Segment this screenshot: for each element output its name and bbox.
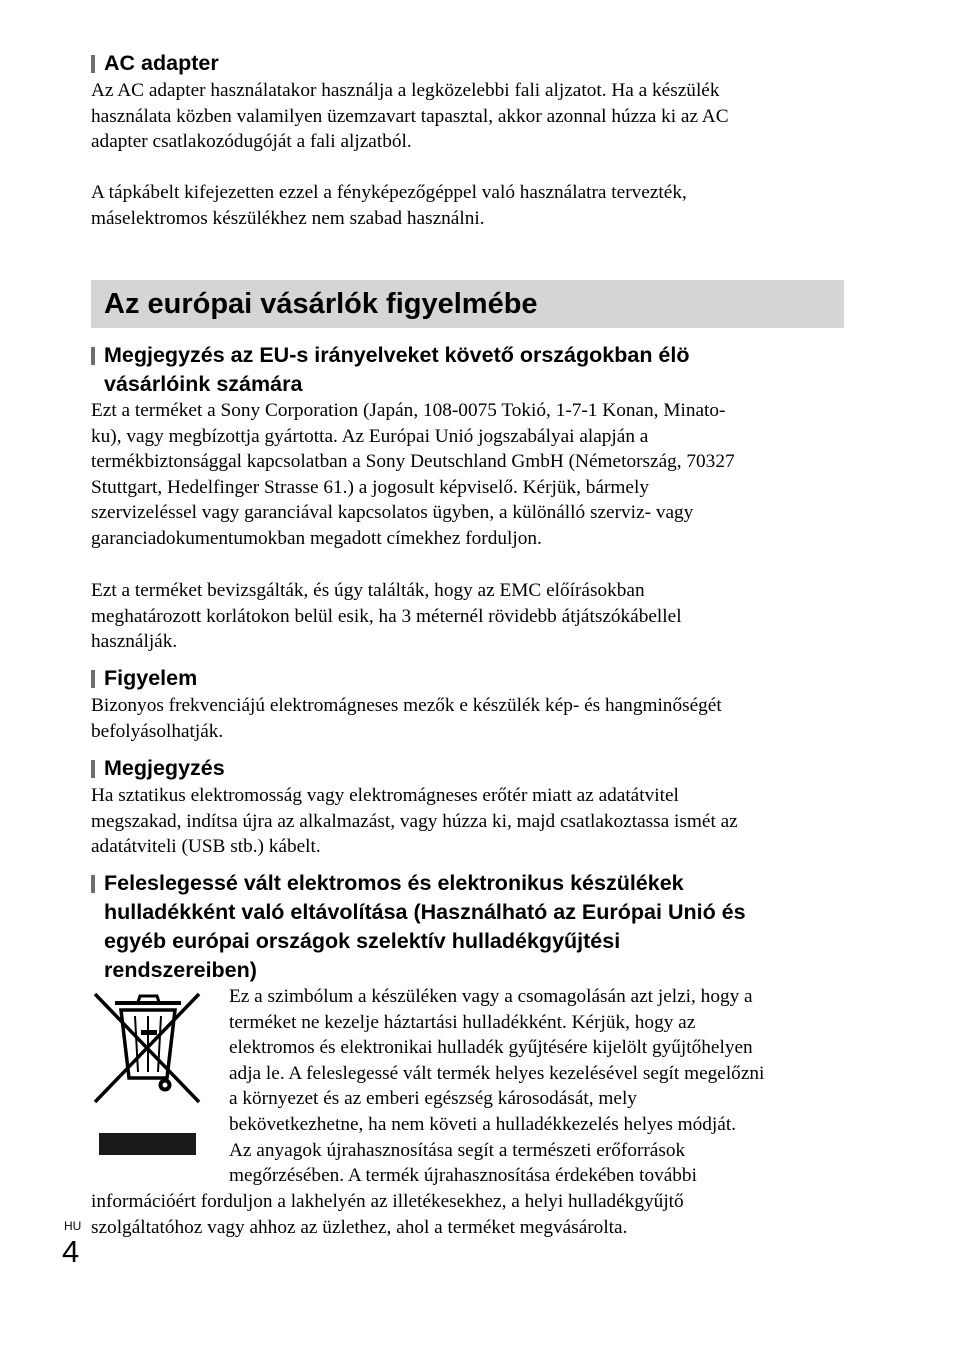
section-title-band [91,280,844,328]
figyelem-paragraph: Bizonyos frekvenciájú elektromágneses mezők e készülék kép- és hangminőségét befolyásolhatják. [91,695,722,742]
weee-paragraph-indented: Ez a szimbólum a készüléken vagy a csomagolásán azt jelzi, hogy a terméket ne kezelje háztartási hulladékként. Kérjük, hogy az elektromos és elektronikai hulladék gyűjtésére kijelölt gyűjtőhelyen adja le. A feleslegessé vált termék helyes kezelésével segít megelőzni a környezet és az emberi egészség károsodását, mely bekövetkezhetne, ha nem követi a hulladékkezelés helyes módját. Az anyagok újrahasznosítása segít a természeti erőforrások megőrzésében. A termék újrahasznosítása érdekében további [229,986,765,1187]
section-title: Az európai vásárlók figyelmébe [104,288,538,320]
eu-note-heading: Megjegyzés az EU-s irányelveket követő országokban élö vásárlóink számára [91,341,690,399]
weee-heading: Feleslegessé vált elektromos és elektronikus készülékek hulladékként való eltávolítása (Használható az Európai Unió és egyéb európai országok szelektív hulladékgyűjtési rendszereiben) [91,869,746,985]
heading-bar-marker [91,875,95,893]
heading-bar-marker [91,347,95,365]
heading-bar-marker [91,670,95,688]
heading-bar-marker [91,760,95,778]
crossed-out-wheelie-bin-icon [91,990,207,1160]
heading-bar-marker [91,55,95,73]
ac-adapter-heading: AC adapter [91,49,219,78]
ac-adapter-paragraph-1: Az AC adapter használatakor használja a legközelebbi fali aljzatot. Ha a készülék használata közben valamilyen üzemzavart tapasztal, akkor azonnal húzza ki az AC adapter csatlakozódugóját a fali aljzatból. [91,80,729,153]
eu-note-paragraph-2: Ezt a terméket bevizsgálták, és úgy találták, hogy az EMC előírásokban meghatározott korlátokon belül esik, ha 3 méternél rövidebb átjátszókábellel használják. [91,580,682,653]
page-language-code: HU [64,1219,82,1233]
ac-adapter-paragraph-2: A tápkábelt kifejezetten ezzel a fényképezőgéppel való használatra tervezték, máselektromos készülékhez nem szabad használni. [91,182,687,229]
megjegyzes-paragraph: Ha sztatikus elektromosság vagy elektromágneses erőtér miatt az adatátvitel megszakad, indítsa újra az alkalmazást, vagy húzza ki, majd csatlakoztassa ismét az adatátviteli (USB stb.) kábelt. [91,785,738,858]
figyelem-heading: Figyelem [91,664,197,693]
eu-note-paragraph-1: Ezt a terméket a Sony Corporation (Japán, 108-0075 Tokió, 1-7-1 Konan, Minato- ku), vagy megbízottja gyártotta. Az Európai Unió jogszabályai alapján a termékbiztonsággal kapcsolatban a Sony Deutschland GmbH (Németország, 70327 Stuttgart, Hedelfinger Strasse 61.) a jogosult képviselő. Kérjük, bármely szervizeléssel vagy garanciával kapcsolatos ügyben, a különálló szerviz- vagy garanciadokumentumokban megadott címekhez forduljon. [91,400,735,549]
weee-paragraph-full: információért forduljon a lakhelyén az illetékesekhez, a helyi hulladékgyűjtő szolgáltatóhoz vagy ahhoz az üzlethez, ahol a terméket megvásárolta. [91,1191,684,1238]
megjegyzes-heading: Megjegyzés [91,754,225,783]
page-number: 4 [62,1234,80,1269]
